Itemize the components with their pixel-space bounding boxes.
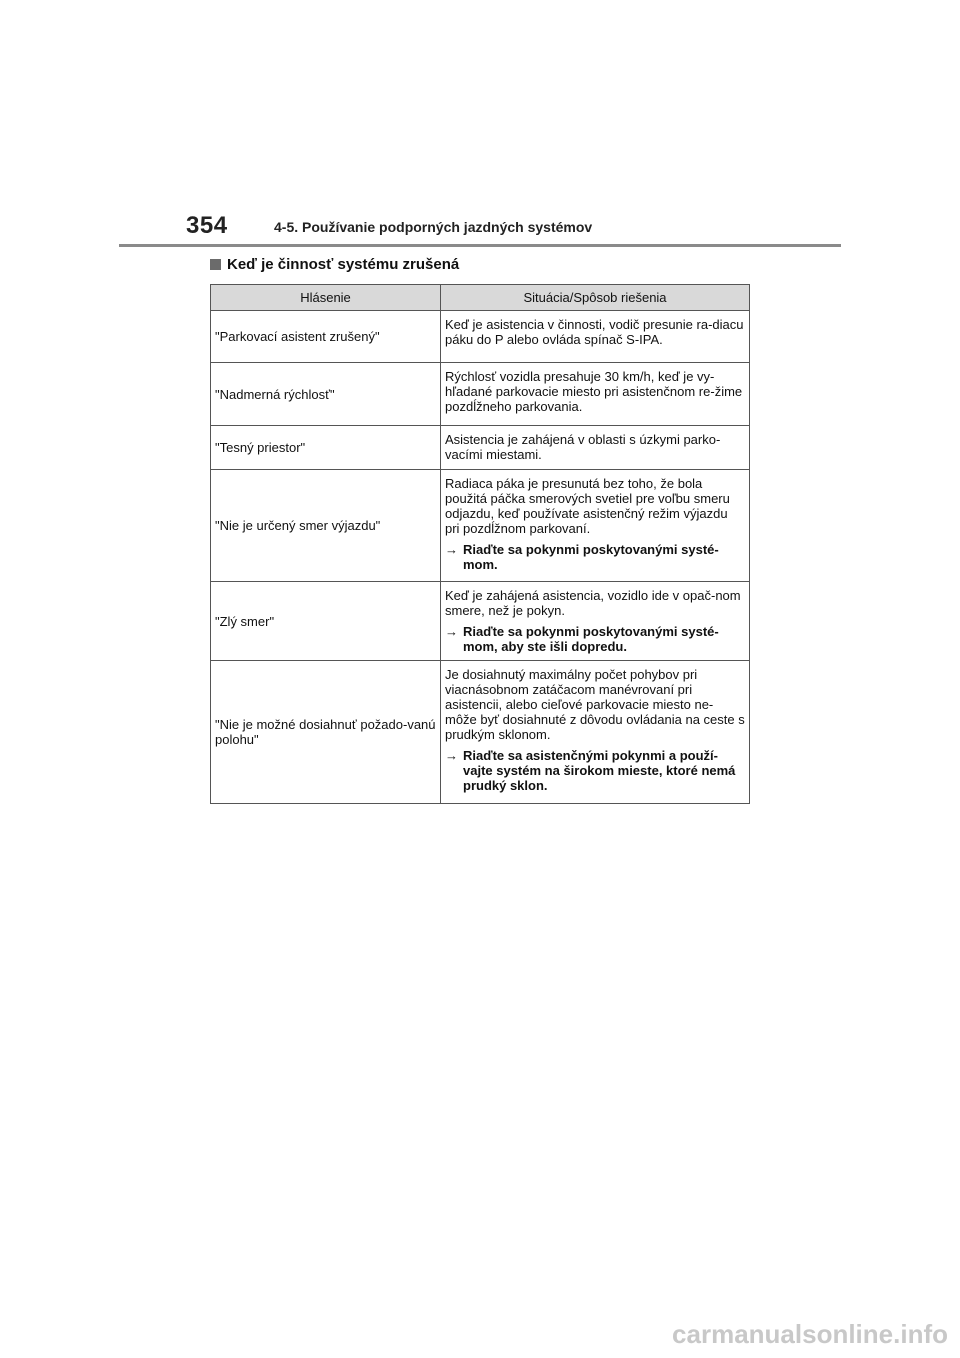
table-row (211, 363, 750, 426)
table-header-row (211, 285, 750, 311)
table-row (211, 582, 750, 661)
solution-cell (441, 661, 750, 804)
right-arrow-icon: → (445, 542, 458, 557)
action-step (445, 624, 745, 654)
column-header-solution: Situácia/Spôsob riešenia (441, 285, 750, 311)
messages-table (210, 284, 750, 804)
message-cell: "Tesný priestor" (211, 426, 441, 470)
message-cell: "Nie je určený smer výjazdu" (211, 470, 441, 582)
solution-cell (441, 363, 750, 426)
message-cell: "Nie je možné dosiahnuť požado-vanú polohu" (211, 661, 441, 804)
right-arrow-icon: → (445, 748, 458, 763)
message-cell: "Parkovací asistent zrušený" (211, 311, 441, 363)
solution-cell (441, 311, 750, 363)
square-bullet-icon (210, 259, 221, 270)
solution-text: Asistencia je zahájená v oblasti s úzkymi parko-vacími miestami. (445, 432, 721, 462)
action-step (445, 748, 745, 793)
solution-text: Je dosiahnutý maximálny počet pohybov pri viacnásobnom zatáčacom manévrovaní pri asistencii, alebo cieľové parkovacie miesto ne-môže byť dosiahnuté z dôvodu ovládania na ceste s prudkým sklonom. (445, 667, 745, 742)
message-cell: "Zlý smer" (211, 582, 441, 661)
table-row (211, 661, 750, 804)
solution-text: Keď je asistencia v činnosti, vodič presunie ra-diacu páku do P alebo ovláda spínač S-IPA. (445, 317, 744, 347)
action-text: Riaďte sa pokynmi poskytovanými systé-mom, aby ste išli dopredu. (463, 624, 719, 654)
watermark: carmanualsonline.info (672, 1319, 948, 1349)
page-number: 354 (186, 212, 228, 239)
message-cell: "Nadmerná rýchlosť" (211, 363, 441, 426)
column-header-message: Hlásenie (211, 285, 441, 311)
table-row (211, 470, 750, 582)
chapter-title: 4-5. Používanie podporných jazdných systémov (274, 219, 593, 235)
header-rule (119, 244, 841, 247)
table-row (211, 426, 750, 470)
right-arrow-icon: → (445, 624, 458, 639)
action-step (445, 542, 745, 572)
solution-cell (441, 470, 750, 582)
solution-text: Keď je zahájená asistencia, vozidlo ide v opač-nom smere, než je pokyn. (445, 588, 741, 618)
table-row (211, 311, 750, 363)
solution-cell (441, 582, 750, 661)
action-text: Riaďte sa pokynmi poskytovanými systé-mom. (463, 542, 719, 572)
solution-text: Radiaca páka je presunutá bez toho, že bola použitá páčka smerových svetiel pre voľbu smeru odjazdu, keď používate asistenčný režim výjazdu pri pozdĺžnom parkovaní. (445, 476, 730, 536)
solution-cell (441, 426, 750, 470)
section-heading (210, 256, 459, 273)
solution-text: Rýchlosť vozidla presahuje 30 km/h, keď je vy-hľadané parkovacie miesto pri asistenčnom re-žime pozdĺžneho parkovania. (445, 369, 743, 414)
section-title: Keď je činnosť systému zrušená (227, 256, 460, 273)
action-text: Riaďte sa asistenčnými pokynmi a použí-vajte systém na širokom mieste, ktoré nemá prudký sklon. (463, 748, 736, 793)
